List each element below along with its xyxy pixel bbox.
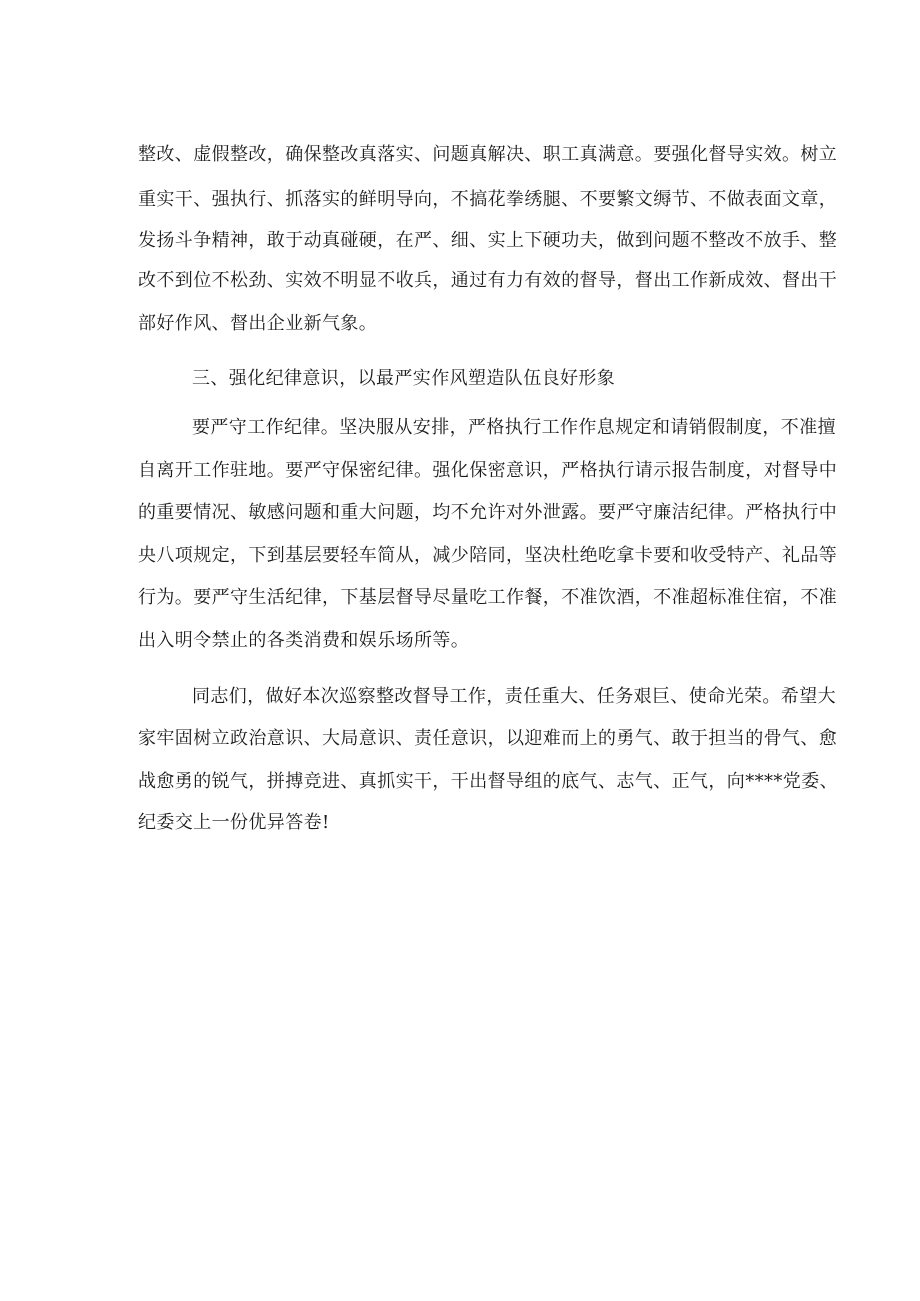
paragraph-line: 发扬斗争精神，敢于动真碰硬，在严、细、实上下硬功夫，做到问题不整改不放手、整 xyxy=(138,230,838,251)
paragraph-line: 战愈勇的锐气，拼搏竞进、真抓实干，干出督导组的底气、志气、正气，向****党委、 xyxy=(138,771,838,792)
paragraph-line: 纪委交上一份优异答卷! xyxy=(138,812,330,833)
paragraph-line: 央八项规定，下到基层要轻车简从，减少陪同，坚决杜绝吃拿卡要和收受特产、礼品等 xyxy=(138,545,838,566)
paragraph-line: 改不到位不松劲、实效不明显不收兵，通过有力有效的督导，督出工作新成效、督出干 xyxy=(138,270,838,291)
paragraph-line: 重实干、强执行、抓落实的鲜明导向，不搞花拳绣腿、不要繁文缛节、不做表面文章， xyxy=(138,189,838,210)
section-heading: 三、强化纪律意识，以最严实作风塑造队伍良好形象 xyxy=(192,368,616,389)
paragraph-line: 要严守工作纪律。坚决服从安排，严格执行工作作息规定和请销假制度，不准擅 xyxy=(192,417,836,438)
paragraph-line: 自离开工作驻地。要严守保密纪律。强化保密意识，严格执行请示报告制度，对督导中 xyxy=(138,460,838,481)
paragraph-line: 家牢固树立政治意识、大局意识、责任意识，以迎难而上的勇气、敢于担当的骨气、愈 xyxy=(138,728,838,749)
paragraph-line: 行为。要严守生活纪律，下基层督导尽量吃工作餐，不准饮酒，不准超标准住宿，不准 xyxy=(138,587,838,608)
paragraph-line: 同志们，做好本次巡察整改督导工作，责任重大、任务艰巨、使命光荣。希望大 xyxy=(192,686,836,707)
paragraph-line: 的重要情况、敏感问题和重大问题，均不允许对外泄露。要严守廉洁纪律。严格执行中 xyxy=(138,502,838,523)
paragraph-line: 部好作风、督出企业新气象。 xyxy=(138,313,378,334)
paragraph-line: 整改、虚假整改，确保整改真落实、问题真解决、职工真满意。要强化督导实效。树立 xyxy=(138,144,838,165)
paragraph-line: 出入明令禁止的各类消费和娱乐场所等。 xyxy=(138,630,470,651)
